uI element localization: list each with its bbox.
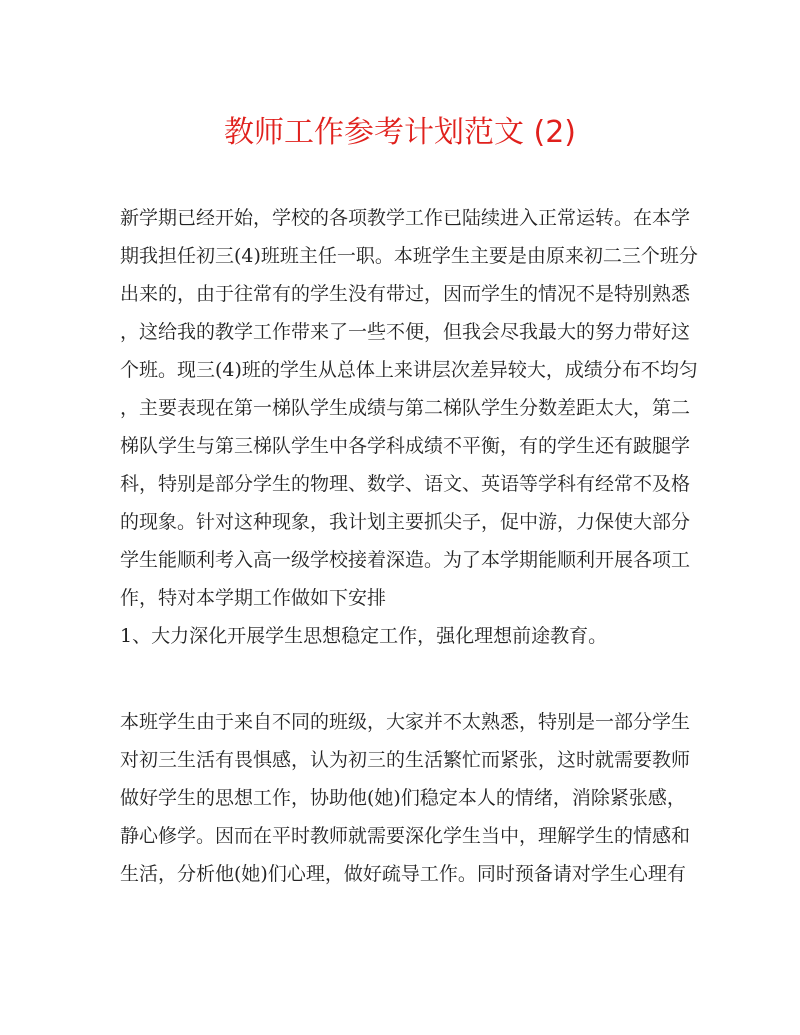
paragraph-line: 生活，分析他(她)们心理，做好疏导工作。同时预备请对学生心理有: [120, 863, 686, 885]
document-title: 教师工作参考计划范文 (2): [223, 115, 577, 150]
paragraph-line: 出来的，由于往常有的学生没有带过，因而学生的情况不是特别熟悉: [120, 283, 691, 305]
paragraph-line: ，这给我的教学工作带来了一些不便，但我会尽我最大的努力带好这: [120, 321, 691, 343]
paragraph-line: 本班学生由于来自不同的班级，大家并不太熟悉，特别是一部分学生: [120, 711, 691, 733]
paragraph-line: 科，特别是部分学生的物理、数学、语文、英语等学科有经常不及格: [120, 473, 691, 495]
paragraph-line: ，主要表现在第一梯队学生成绩与第二梯队学生分数差距太大，第二: [120, 397, 691, 419]
paragraph-line: 做好学生的思想工作，协助他(她)们稳定本人的情绪，消除紧张感，: [120, 787, 686, 809]
paragraph-line: 的现象。针对这种现象，我计划主要抓尖子，促中游，力保使大部分: [120, 511, 691, 533]
paragraph-line: 对初三生活有畏惧感，认为初三的生活繁忙而紧张，这时就需要教师: [120, 749, 691, 771]
section-heading: 1、大力深化开展学生思想稳定工作，强化理想前途教育。: [120, 625, 608, 647]
paragraph-line: 梯队学生与第三梯队学生中各学科成绩不平衡，有的学生还有跛腿学: [120, 435, 691, 457]
paragraph-line: 作，特对本学期工作做如下安排: [120, 587, 387, 609]
paragraph-line: 静心修学。因而在平时教师就需要深化学生当中，理解学生的情感和: [120, 825, 691, 847]
paragraph-line: 个班。现三(4)班的学生从总体上来讲层次差异较大，成绩分布不均匀: [120, 359, 698, 381]
paragraph-line: 新学期已经开始，学校的各项教学工作已陆续进入正常运转。在本学: [120, 207, 691, 229]
paragraph-line: 学生能顺利考入高一级学校接着深造。为了本学期能顺利开展各项工: [120, 549, 691, 571]
paragraph-line: 期我担任初三(4)班班主任一职。本班学生主要是由原来初二三个班分: [120, 245, 698, 267]
